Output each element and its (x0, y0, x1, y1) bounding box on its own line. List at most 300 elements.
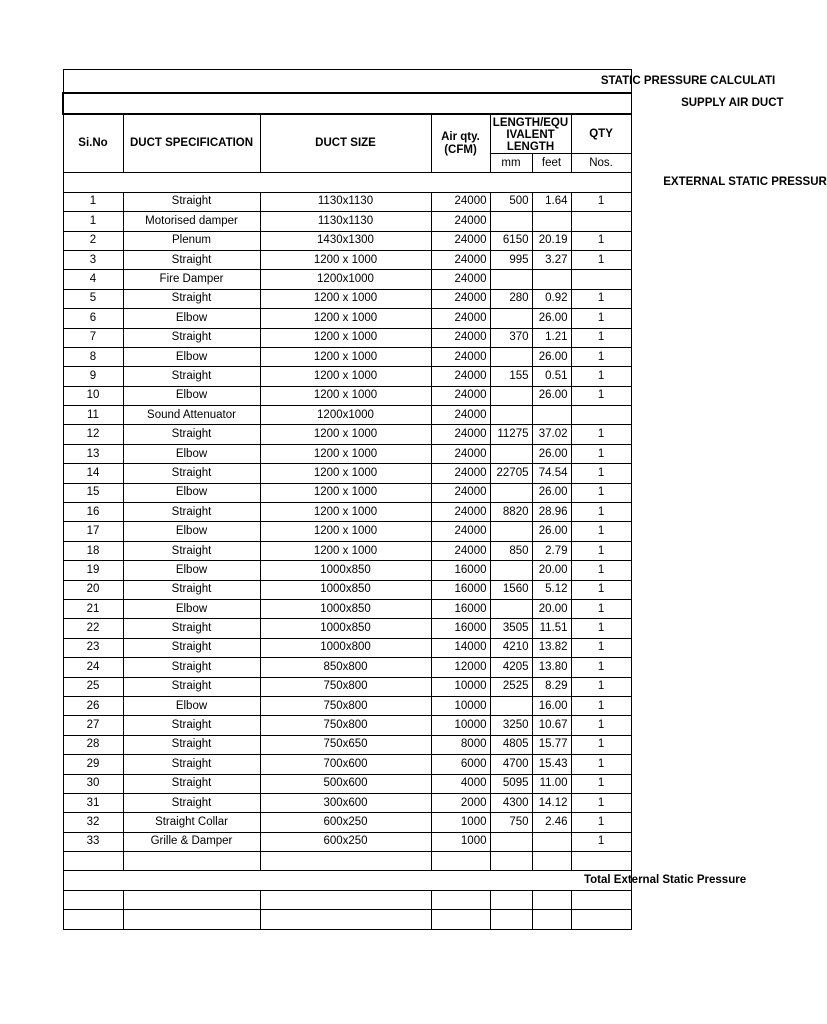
qty-cell[interactable]: 1 (571, 231, 631, 250)
size-cell[interactable]: 1200 x 1000 (260, 386, 431, 405)
cfm-cell[interactable]: 24000 (431, 522, 490, 541)
cfm-cell[interactable]: 24000 (431, 289, 490, 308)
sino-cell[interactable]: 3 (63, 250, 123, 269)
mm-cell[interactable]: 4805 (490, 735, 532, 754)
size-cell[interactable]: 1200 x 1000 (260, 367, 431, 386)
spec-cell[interactable]: Sound Attenuator (123, 406, 260, 425)
blank-row (63, 852, 631, 871)
sino-cell[interactable]: 31 (63, 793, 123, 812)
table-row (63, 444, 631, 463)
mm-cell[interactable] (490, 599, 532, 618)
qty-cell[interactable]: 1 (571, 483, 631, 502)
size-cell[interactable]: 1200 x 1000 (260, 347, 431, 366)
feet-cell[interactable]: 0.92 (532, 289, 571, 308)
spec-cell[interactable]: Plenum (123, 231, 260, 250)
table-row (63, 561, 631, 580)
qty-cell[interactable]: 1 (571, 658, 631, 677)
cfm-cell[interactable]: 16000 (431, 580, 490, 599)
cfm-cell[interactable]: 10000 (431, 716, 490, 735)
table-row (63, 677, 631, 696)
qty-cell[interactable]: 1 (571, 755, 631, 774)
feet-cell[interactable]: 11.00 (532, 774, 571, 793)
spec-cell[interactable]: Straight (123, 793, 260, 812)
empty-cell[interactable] (123, 852, 260, 871)
header-mm[interactable]: mm (490, 154, 532, 173)
empty-cell[interactable] (260, 852, 431, 871)
header-duct-size[interactable]: DUCT SIZE (260, 114, 431, 173)
mm-cell[interactable]: 995 (490, 250, 532, 269)
cfm-cell[interactable]: 1000 (431, 813, 490, 832)
spec-cell[interactable]: Straight (123, 735, 260, 754)
sino-cell[interactable]: 19 (63, 561, 123, 580)
feet-cell[interactable]: 8.29 (532, 677, 571, 696)
table-row (63, 231, 631, 250)
qty-cell[interactable]: 1 (571, 464, 631, 483)
size-cell[interactable]: 1200 x 1000 (260, 444, 431, 463)
section-cell[interactable] (63, 173, 827, 192)
spec-cell[interactable]: Elbow (123, 444, 260, 463)
sino-cell[interactable]: 8 (63, 347, 123, 366)
sino-cell[interactable]: 1 (63, 212, 123, 231)
cfm-cell[interactable]: 8000 (431, 735, 490, 754)
mm-cell[interactable] (490, 309, 532, 328)
spec-cell[interactable]: Elbow (123, 483, 260, 502)
feet-cell[interactable]: 14.12 (532, 793, 571, 812)
table-row (63, 793, 631, 812)
qty-cell[interactable]: 1 (571, 561, 631, 580)
sino-cell[interactable]: 29 (63, 755, 123, 774)
spec-cell[interactable]: Straight (123, 192, 260, 211)
size-cell[interactable]: 300x600 (260, 793, 431, 812)
sino-cell[interactable]: 18 (63, 541, 123, 560)
feet-cell[interactable] (532, 832, 571, 851)
size-cell[interactable]: 1000x850 (260, 619, 431, 638)
size-cell[interactable]: 750x800 (260, 716, 431, 735)
size-cell[interactable]: 1000x850 (260, 599, 431, 618)
feet-cell[interactable]: 13.82 (532, 638, 571, 657)
sino-cell[interactable]: 15 (63, 483, 123, 502)
feet-cell[interactable]: 10.67 (532, 716, 571, 735)
section-row (63, 173, 631, 192)
table-row (63, 638, 631, 657)
qty-cell[interactable]: 1 (571, 677, 631, 696)
cfm-cell[interactable]: 10000 (431, 696, 490, 715)
size-cell[interactable]: 1000x800 (260, 638, 431, 657)
size-cell[interactable]: 1200 x 1000 (260, 289, 431, 308)
qty-cell[interactable]: 1 (571, 813, 631, 832)
cfm-cell[interactable]: 14000 (431, 638, 490, 657)
header-qty[interactable]: QTY (571, 114, 631, 154)
spec-cell[interactable]: Straight (123, 658, 260, 677)
size-cell[interactable]: 1200 x 1000 (260, 464, 431, 483)
feet-cell[interactable] (532, 270, 571, 289)
mm-cell[interactable]: 370 (490, 328, 532, 347)
size-cell[interactable]: 750x800 (260, 696, 431, 715)
spec-cell[interactable]: Straight (123, 774, 260, 793)
empty-cell[interactable] (490, 852, 532, 871)
sino-cell[interactable]: 6 (63, 309, 123, 328)
empty-cell[interactable] (532, 890, 571, 909)
feet-cell[interactable]: 5.12 (532, 580, 571, 599)
table-row (63, 832, 631, 851)
feet-cell[interactable]: 1.21 (532, 328, 571, 347)
sino-cell[interactable]: 9 (63, 367, 123, 386)
size-cell[interactable]: 1000x850 (260, 580, 431, 599)
spec-cell[interactable]: Elbow (123, 347, 260, 366)
table-row (63, 580, 631, 599)
mm-cell[interactable] (490, 522, 532, 541)
sino-cell[interactable]: 21 (63, 599, 123, 618)
subtitle-cell[interactable] (63, 93, 784, 114)
qty-cell[interactable]: 1 (571, 832, 631, 851)
cfm-cell[interactable]: 2000 (431, 793, 490, 812)
qty-cell[interactable]: 1 (571, 289, 631, 308)
mm-cell[interactable] (490, 347, 532, 366)
feet-cell[interactable]: 26.00 (532, 444, 571, 463)
empty-cell[interactable] (63, 910, 123, 929)
spec-cell[interactable]: Straight (123, 503, 260, 522)
sino-cell[interactable]: 28 (63, 735, 123, 754)
feet-cell[interactable] (532, 406, 571, 425)
mm-cell[interactable]: 3250 (490, 716, 532, 735)
empty-cell[interactable] (123, 910, 260, 929)
sino-cell[interactable]: 4 (63, 270, 123, 289)
cfm-cell[interactable]: 24000 (431, 270, 490, 289)
table-row (63, 464, 631, 483)
spec-cell[interactable]: Straight (123, 289, 260, 308)
feet-cell[interactable]: 11.51 (532, 619, 571, 638)
mm-cell[interactable] (490, 832, 532, 851)
feet-cell[interactable]: 20.00 (532, 599, 571, 618)
qty-cell[interactable]: 1 (571, 716, 631, 735)
table-row (63, 270, 631, 289)
table-row (63, 696, 631, 715)
mm-cell[interactable]: 4210 (490, 638, 532, 657)
empty-cell[interactable] (490, 890, 532, 909)
size-cell[interactable]: 600x250 (260, 832, 431, 851)
empty-cell[interactable] (490, 910, 532, 929)
cfm-cell[interactable]: 24000 (431, 231, 490, 250)
sino-cell[interactable]: 27 (63, 716, 123, 735)
spec-cell[interactable]: Straight (123, 541, 260, 560)
spec-cell[interactable]: Straight (123, 619, 260, 638)
feet-cell[interactable]: 1.64 (532, 192, 571, 211)
sino-cell[interactable]: 11 (63, 406, 123, 425)
cfm-cell[interactable]: 24000 (431, 328, 490, 347)
cfm-cell[interactable]: 12000 (431, 658, 490, 677)
empty-cell[interactable] (532, 910, 571, 929)
header-duct-specification[interactable]: DUCT SPECIFICATION (123, 114, 260, 173)
spec-cell[interactable]: Motorised damper (123, 212, 260, 231)
spec-cell[interactable]: Straight (123, 677, 260, 696)
empty-cell[interactable] (260, 910, 431, 929)
feet-cell[interactable]: 26.00 (532, 386, 571, 405)
mm-cell[interactable] (490, 696, 532, 715)
size-cell[interactable]: 1200 x 1000 (260, 503, 431, 522)
feet-cell[interactable]: 20.00 (532, 561, 571, 580)
spec-cell[interactable]: Straight (123, 328, 260, 347)
size-cell[interactable]: 1430x1300 (260, 231, 431, 250)
feet-cell[interactable]: 0.51 (532, 367, 571, 386)
feet-cell[interactable]: 15.77 (532, 735, 571, 754)
empty-cell[interactable] (63, 852, 123, 871)
spec-cell[interactable]: Elbow (123, 599, 260, 618)
cfm-cell[interactable]: 24000 (431, 309, 490, 328)
feet-cell[interactable]: 74.54 (532, 464, 571, 483)
empty-cell[interactable] (63, 890, 123, 909)
cfm-cell[interactable]: 24000 (431, 541, 490, 560)
qty-cell[interactable]: 1 (571, 367, 631, 386)
spec-cell[interactable]: Straight (123, 716, 260, 735)
qty-cell[interactable]: 1 (571, 580, 631, 599)
sino-cell[interactable]: 26 (63, 696, 123, 715)
size-cell[interactable]: 1200x1000 (260, 270, 431, 289)
mm-cell[interactable] (490, 212, 532, 231)
qty-cell[interactable] (571, 406, 631, 425)
static-pressure-table (62, 69, 827, 930)
cfm-cell[interactable]: 24000 (431, 367, 490, 386)
sino-cell[interactable]: 32 (63, 813, 123, 832)
feet-cell[interactable]: 13.80 (532, 658, 571, 677)
spec-cell[interactable]: Straight (123, 580, 260, 599)
mm-cell[interactable] (490, 406, 532, 425)
size-cell[interactable]: 600x250 (260, 813, 431, 832)
mm-cell[interactable]: 3505 (490, 619, 532, 638)
sino-cell[interactable]: 24 (63, 658, 123, 677)
size-cell[interactable]: 750x650 (260, 735, 431, 754)
size-cell[interactable]: 1200 x 1000 (260, 309, 431, 328)
cfm-cell[interactable]: 16000 (431, 619, 490, 638)
sino-cell[interactable]: 14 (63, 464, 123, 483)
empty-cell[interactable] (571, 852, 631, 871)
sino-cell[interactable]: 20 (63, 580, 123, 599)
sino-cell[interactable]: 5 (63, 289, 123, 308)
mm-cell[interactable]: 750 (490, 813, 532, 832)
mm-cell[interactable]: 4700 (490, 755, 532, 774)
size-cell[interactable]: 850x800 (260, 658, 431, 677)
title-row (63, 70, 631, 94)
spec-cell[interactable]: Grille & Damper (123, 832, 260, 851)
qty-cell[interactable]: 1 (571, 425, 631, 444)
feet-cell[interactable] (532, 212, 571, 231)
size-cell[interactable]: 1200 x 1000 (260, 541, 431, 560)
spec-cell[interactable]: Elbow (123, 386, 260, 405)
sino-cell[interactable]: 13 (63, 444, 123, 463)
qty-cell[interactable]: 1 (571, 328, 631, 347)
qty-cell[interactable]: 1 (571, 444, 631, 463)
spec-cell[interactable]: Straight Collar (123, 813, 260, 832)
mm-cell[interactable]: 4300 (490, 793, 532, 812)
empty-cell[interactable] (431, 852, 490, 871)
spec-cell[interactable]: Straight (123, 425, 260, 444)
table-row (63, 367, 631, 386)
sino-cell[interactable]: 2 (63, 231, 123, 250)
cfm-cell[interactable]: 24000 (431, 464, 490, 483)
sino-cell[interactable]: 17 (63, 522, 123, 541)
cfm-cell[interactable]: 24000 (431, 425, 490, 444)
sino-cell[interactable]: 25 (63, 677, 123, 696)
cfm-cell[interactable]: 10000 (431, 677, 490, 696)
mm-cell[interactable]: 850 (490, 541, 532, 560)
sino-cell[interactable]: 1 (63, 192, 123, 211)
header-sino[interactable]: Si.No (63, 114, 123, 173)
cfm-cell[interactable]: 24000 (431, 192, 490, 211)
sino-cell[interactable]: 7 (63, 328, 123, 347)
mm-cell[interactable]: 5095 (490, 774, 532, 793)
cfm-cell[interactable]: 24000 (431, 386, 490, 405)
qty-cell[interactable]: 1 (571, 774, 631, 793)
empty-cell[interactable] (431, 910, 490, 929)
cfm-cell[interactable]: 1000 (431, 832, 490, 851)
header-nos[interactable]: Nos. (571, 154, 631, 173)
qty-cell[interactable]: 1 (571, 735, 631, 754)
total-row (63, 871, 631, 890)
mm-cell[interactable] (490, 444, 532, 463)
qty-cell[interactable]: 1 (571, 599, 631, 618)
total-cell[interactable] (63, 871, 747, 890)
size-cell[interactable]: 1200 x 1000 (260, 425, 431, 444)
qty-cell[interactable]: 1 (571, 541, 631, 560)
size-cell[interactable]: 1200 x 1000 (260, 328, 431, 347)
mm-cell[interactable] (490, 270, 532, 289)
cfm-cell[interactable]: 24000 (431, 483, 490, 502)
table-row (63, 541, 631, 560)
mm-cell[interactable]: 22705 (490, 464, 532, 483)
qty-cell[interactable]: 1 (571, 309, 631, 328)
size-cell[interactable]: 1200 x 1000 (260, 522, 431, 541)
table-row (63, 735, 631, 754)
feet-cell[interactable]: 20.19 (532, 231, 571, 250)
qty-cell[interactable]: 1 (571, 503, 631, 522)
qty-cell[interactable] (571, 270, 631, 289)
spec-cell[interactable]: Elbow (123, 522, 260, 541)
cfm-cell[interactable]: 24000 (431, 347, 490, 366)
title-cell[interactable] (63, 70, 776, 94)
sino-cell[interactable]: 10 (63, 386, 123, 405)
spec-cell[interactable]: Elbow (123, 696, 260, 715)
spec-cell[interactable]: Straight (123, 250, 260, 269)
cfm-cell[interactable]: 24000 (431, 444, 490, 463)
qty-cell[interactable]: 1 (571, 386, 631, 405)
cfm-cell[interactable]: 24000 (431, 250, 490, 269)
qty-cell[interactable]: 1 (571, 347, 631, 366)
sino-cell[interactable]: 33 (63, 832, 123, 851)
empty-cell[interactable] (260, 890, 431, 909)
cfm-cell[interactable]: 24000 (431, 503, 490, 522)
feet-cell[interactable]: 16.00 (532, 696, 571, 715)
header-length[interactable]: LENGTH/EQU IVALENT LENGTH (490, 114, 571, 154)
empty-cell[interactable] (431, 890, 490, 909)
feet-cell[interactable]: 37.02 (532, 425, 571, 444)
feet-cell[interactable]: 26.00 (532, 309, 571, 328)
mm-cell[interactable] (490, 386, 532, 405)
mm-cell[interactable]: 1560 (490, 580, 532, 599)
table-row (63, 503, 631, 522)
empty-cell[interactable] (532, 852, 571, 871)
mm-cell[interactable] (490, 561, 532, 580)
qty-cell[interactable]: 1 (571, 793, 631, 812)
mm-cell[interactable]: 280 (490, 289, 532, 308)
spec-cell[interactable]: Straight (123, 464, 260, 483)
mm-cell[interactable]: 155 (490, 367, 532, 386)
qty-cell[interactable]: 1 (571, 619, 631, 638)
feet-cell[interactable]: 28.96 (532, 503, 571, 522)
spec-cell[interactable]: Fire Damper (123, 270, 260, 289)
cfm-cell[interactable]: 16000 (431, 599, 490, 618)
spec-cell[interactable]: Straight (123, 638, 260, 657)
spec-cell[interactable]: Straight (123, 755, 260, 774)
header-air-qty[interactable]: Air qty. (CFM) (431, 114, 490, 173)
table-row (63, 212, 631, 231)
qty-cell[interactable]: 1 (571, 250, 631, 269)
table-row (63, 619, 631, 638)
size-cell[interactable]: 1200 x 1000 (260, 483, 431, 502)
feet-cell[interactable]: 2.79 (532, 541, 571, 560)
sino-cell[interactable]: 23 (63, 638, 123, 657)
size-cell[interactable]: 1200x1000 (260, 406, 431, 425)
qty-cell[interactable]: 1 (571, 696, 631, 715)
qty-cell[interactable] (571, 212, 631, 231)
qty-cell[interactable]: 1 (571, 522, 631, 541)
mm-cell[interactable]: 11275 (490, 425, 532, 444)
mm-cell[interactable]: 500 (490, 192, 532, 211)
table-row (63, 813, 631, 832)
size-cell[interactable]: 1130x1130 (260, 192, 431, 211)
size-cell[interactable]: 1000x850 (260, 561, 431, 580)
size-cell[interactable]: 1200 x 1000 (260, 250, 431, 269)
table-row (63, 192, 631, 211)
spec-cell[interactable]: Elbow (123, 309, 260, 328)
header-feet[interactable]: feet (532, 154, 571, 173)
mm-cell[interactable] (490, 483, 532, 502)
table-row (63, 522, 631, 541)
sheet-subtitle: SUPPLY AIR DUCT (681, 97, 784, 109)
feet-cell[interactable]: 3.27 (532, 250, 571, 269)
mm-cell[interactable]: 4205 (490, 658, 532, 677)
feet-cell[interactable]: 26.00 (532, 483, 571, 502)
feet-cell[interactable]: 2.46 (532, 813, 571, 832)
size-cell[interactable]: 700x600 (260, 755, 431, 774)
spec-cell[interactable]: Elbow (123, 561, 260, 580)
sino-cell[interactable]: 12 (63, 425, 123, 444)
feet-cell[interactable]: 26.00 (532, 522, 571, 541)
empty-cell[interactable] (123, 890, 260, 909)
mm-cell[interactable]: 8820 (490, 503, 532, 522)
empty-cell[interactable] (571, 910, 631, 929)
table-row (63, 599, 631, 618)
sino-cell[interactable]: 16 (63, 503, 123, 522)
spec-cell[interactable]: Straight (123, 367, 260, 386)
empty-cell[interactable] (571, 890, 631, 909)
cfm-cell[interactable]: 6000 (431, 755, 490, 774)
size-cell[interactable]: 500x600 (260, 774, 431, 793)
feet-cell[interactable]: 15.43 (532, 755, 571, 774)
feet-cell[interactable]: 26.00 (532, 347, 571, 366)
sino-cell[interactable]: 30 (63, 774, 123, 793)
size-cell[interactable]: 750x800 (260, 677, 431, 696)
cfm-cell[interactable]: 24000 (431, 212, 490, 231)
table-row (63, 658, 631, 677)
mm-cell[interactable]: 6150 (490, 231, 532, 250)
size-cell[interactable]: 1130x1130 (260, 212, 431, 231)
cfm-cell[interactable]: 16000 (431, 561, 490, 580)
sino-cell[interactable]: 22 (63, 619, 123, 638)
cfm-cell[interactable]: 24000 (431, 406, 490, 425)
cfm-cell[interactable]: 4000 (431, 774, 490, 793)
mm-cell[interactable]: 2525 (490, 677, 532, 696)
qty-cell[interactable]: 1 (571, 192, 631, 211)
qty-cell[interactable]: 1 (571, 638, 631, 657)
